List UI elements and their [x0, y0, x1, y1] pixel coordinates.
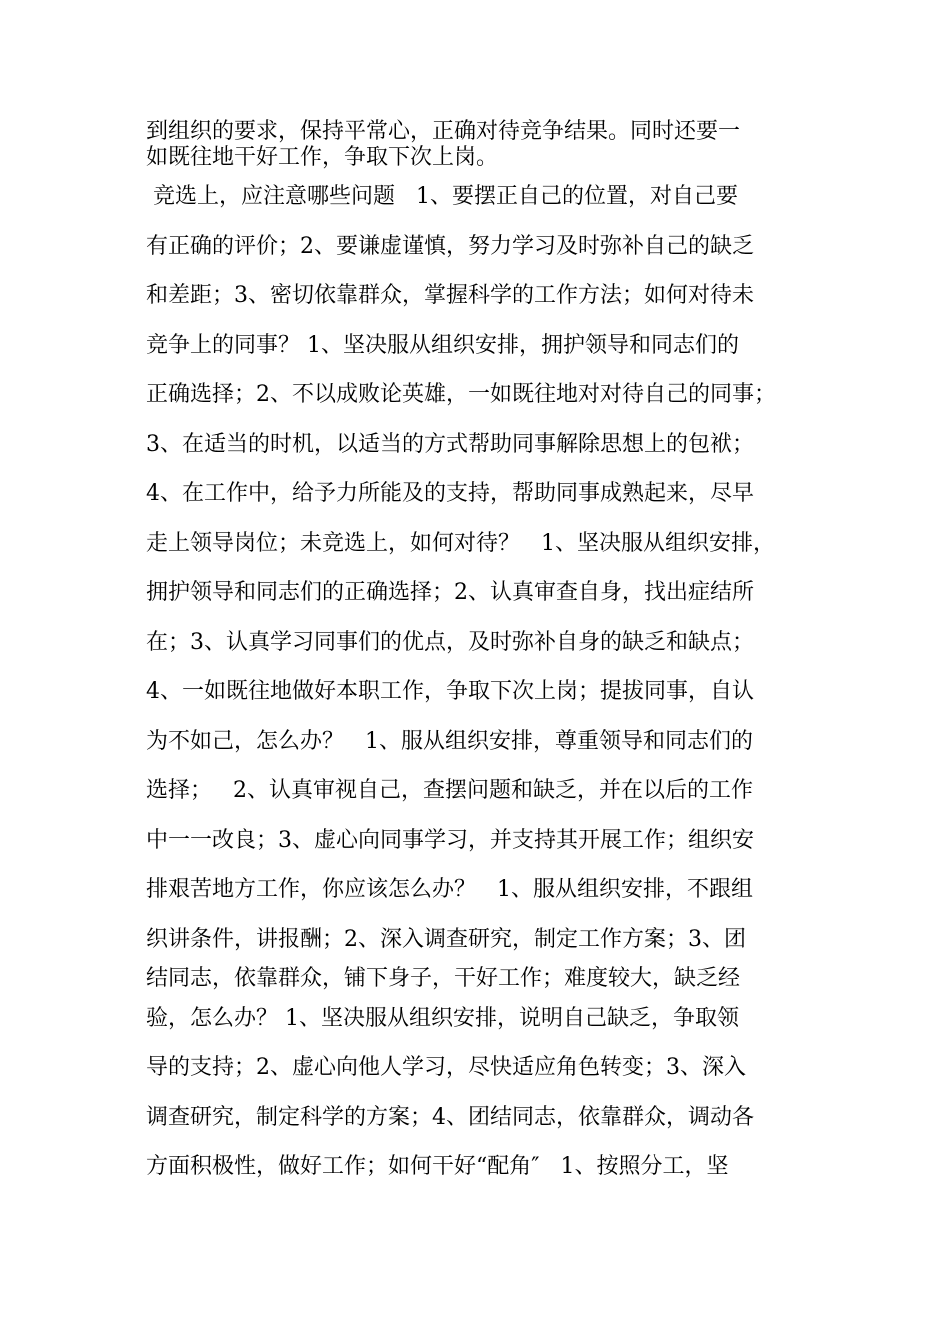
text-line: 拥护领导和同志们的正确选择；2、认真审查自身，找出症结所 — [146, 580, 754, 605]
text-line: 正确选择；2、不以成败论英雄，一如既往地对对待自己的同事； — [146, 382, 776, 407]
text-line: 竞选上，应注意哪些问题 1、要摆正自己的位置，对自己要 — [146, 184, 738, 209]
text-line: 有正确的评价；2、要谦虚谨慎，努力学习及时弥补自己的缺乏 — [146, 234, 754, 259]
text-line: 和差距；3、密切依靠群众，掌握科学的工作方法；如何对待未 — [146, 283, 754, 308]
text-line: 方面积极性，做好工作；如何干好“配角″ 1、按照分工，坚 — [146, 1154, 729, 1179]
text-line: 为不如己，怎么办？ 1、服从组织安排，尊重领导和同志们的 — [146, 729, 753, 754]
text-line: 到组织的要求，保持平常心，正确对待竞争结果。同时还要一 — [146, 119, 741, 144]
text-line: 导的支持；2、虚心向他人学习，尽快适应角色转变；3、深入 — [146, 1055, 746, 1080]
text-line: 走上领导岗位；未竞选上，如何对待？ 1、坚决服从组织安排， — [146, 531, 775, 556]
text-line: 调查研究，制定科学的方案；4、团结同志，依靠群众，调动各 — [146, 1105, 754, 1130]
text-line: 排艰苦地方工作，你应该怎么办？ 1、服从组织安排，不跟组 — [146, 877, 753, 902]
text-line: 4、一如既往地做好本职工作，争取下次上岗；提拔同事，自认 — [146, 679, 754, 704]
text-line: 在；3、认真学习同事们的优点，及时弥补自身的缺乏和缺点； — [146, 630, 754, 655]
text-line: 如既往地干好工作，争取下次上岗。 — [146, 145, 499, 170]
text-line: 验，怎么办？ 1、坚决服从组织安排，说明自己缺乏，争取领 — [146, 1006, 739, 1031]
text-line: 中一一改良；3、虚心向同事学习，并支持其开展工作；组织安 — [146, 828, 754, 853]
text-line: 竞争上的同事？ 1、坚决服从组织安排，拥护领导和同志们的 — [146, 333, 739, 358]
text-line: 3、在适当的时机，以适当的方式帮助同事解除思想上的包袱； — [146, 432, 754, 457]
text-line: 织讲条件，讲报酬；2、深入调查研究，制定工作方案；3、团 — [146, 927, 746, 952]
text-line: 选择； 2、认真审视自己，查摆问题和缺乏，并在以后的工作 — [146, 778, 753, 803]
text-line: 4、在工作中，给予力所能及的支持，帮助同事成熟起来，尽早 — [146, 481, 754, 506]
text-line: 结同志，依靠群众，铺下身子，干好工作；难度较大，缺乏经 — [146, 966, 741, 991]
